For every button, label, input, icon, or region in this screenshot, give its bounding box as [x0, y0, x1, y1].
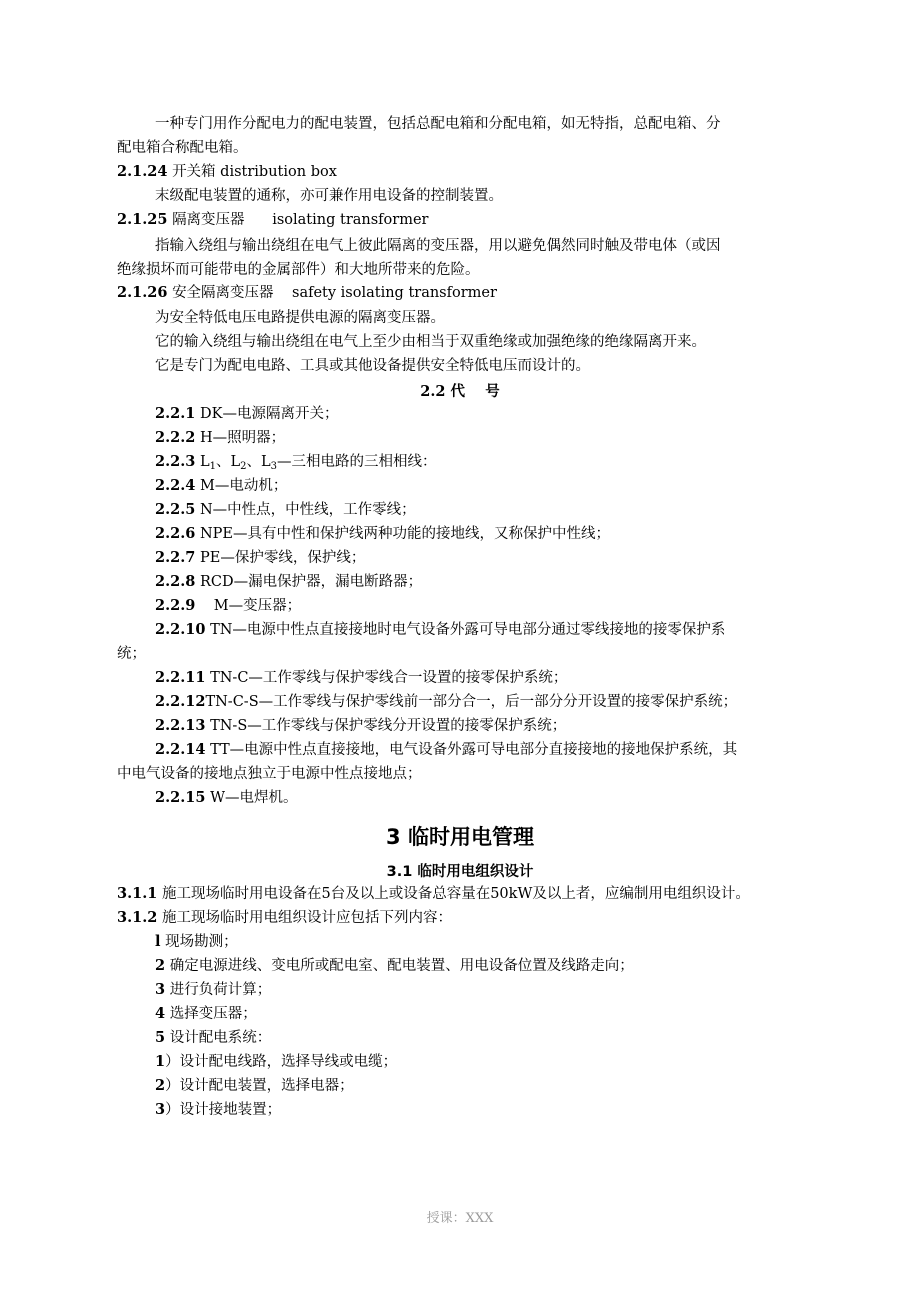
code-2-2-10: 2.2.10 TN—电源中性点直接接地时电气设备外露可导电部分通过零线接地的接零保护系 — [155, 621, 726, 638]
chapter-3-title: 3 临时用电管理 — [386, 825, 534, 849]
list-item: 4 选择变压器； — [155, 1005, 257, 1022]
code-2-2-8: 2.2.8 RCD—漏电保护器，漏电断路器； — [155, 573, 423, 590]
section-2-1-26-heading — [117, 283, 497, 303]
list-item: 3）设计接地装置； — [155, 1101, 282, 1118]
code-2-2-12: 2.2.12TN-C-S—工作零线与保护零线前一部分合一，后一部分分开设置的接零保护系统； — [155, 693, 738, 710]
code-2-2-6: 2.2.6 NPE—具有中性和保护线两种功能的接地线，又称保护中性线； — [155, 525, 611, 542]
section-3-1-title: 3.1 临时用电组织设计 — [386, 864, 534, 880]
section-2-1-26-line2: 它的输入绕组与输出绕组在电气上至少由相当于双重绝缘或加强绝缘的绝缘隔离开来。 — [155, 334, 706, 350]
code-2-2-1: 2.2.1 DK—电源隔离开关； — [155, 405, 339, 422]
para-2-1-23-line2: 配电箱合称配电箱。 — [117, 140, 248, 156]
list-item: 2 确定电源进线、变电所或配电室、配电装置、用电设备位置及线路走向； — [155, 957, 634, 974]
section-number: 2.1.25 — [117, 211, 168, 228]
para-2-1-23-line1: 一种专门用作分配电力的配电装置，包括总配电箱和分配电箱，如无特指，总配电箱、分 — [155, 116, 721, 132]
section-title: 安全隔离变压器 safety isolating transformer — [172, 285, 497, 301]
code-2-2-2: 2.2.2 H—照明器； — [155, 429, 286, 446]
code-2-2-13: 2.2.13 TN-S—工作零线与保护零线分开设置的接零保护系统； — [155, 717, 567, 734]
section-number: 2.1.26 — [117, 284, 168, 301]
code-2-2-10-cont: 统； — [117, 646, 146, 662]
code-2-2-15: 2.2.15 W—电焊机。 — [155, 789, 298, 806]
list-item: 2）设计配电装置，选择电器； — [155, 1077, 354, 1094]
list-item: 1）设计配电线路，选择导线或电缆； — [155, 1053, 398, 1070]
section-2-1-24-heading — [117, 162, 337, 182]
clause-3-1-2: 3.1.2 施工现场临时用电组织设计应包括下列内容： — [117, 909, 452, 926]
section-2-1-25-heading — [117, 210, 428, 230]
code-2-2-3: 2.2.3 $L_1$、$L_2$、$L_3—$三相电路的三相相线： — [155, 453, 437, 472]
section-title: 开关箱 distribution box — [172, 164, 337, 180]
section-title: 隔离变压器 isolating transformer — [172, 212, 429, 228]
clause-3-1-1: 3.1.1 施工现场临时用电设备在5台及以上或设备总容量在50kW及以上者，应编制用电组织设计。 — [117, 885, 750, 902]
code-2-2-14-cont: 中电气设备的接地点独立于电源中性点接地点； — [117, 766, 422, 782]
section-2-1-25-line2: 绝缘损坏而可能带电的金属部件）和大地所带来的危险。 — [117, 262, 480, 278]
code-2-2-9: 2.2.9 M—变压器； — [155, 597, 302, 614]
section-2-1-24-text: 末级配电装置的通称，亦可兼作用电设备的控制装置。 — [155, 188, 503, 204]
section-2-1-26-line1: 为安全特低电压电路提供电源的隔离变压器。 — [155, 310, 445, 326]
list-item: 3 进行负荷计算； — [155, 981, 272, 998]
code-2-2-7: 2.2.7 PE—保护零线，保护线； — [155, 549, 366, 566]
code-2-2-4: 2.2.4 M—电动机； — [155, 477, 288, 494]
page-footer: 授课：XXX — [426, 1211, 494, 1226]
section-2-1-25-line1: 指输入绕组与输出绕组在电气上彼此隔离的变压器，用以避免偶然同时触及带电体（或因 — [155, 238, 721, 254]
code-2-2-14: 2.2.14 TT—电源中性点直接接地，电气设备外露可导电部分直接接地的接地保护系统，其 — [155, 741, 738, 758]
list-item: l 现场勘测； — [155, 933, 238, 950]
section-2-1-26-line3: 它是专门为配电电路、工具或其他设备提供安全特低电压而设计的。 — [155, 358, 590, 374]
code-2-2-5: 2.2.5 N—中性点，中性线，工作零线； — [155, 501, 416, 518]
section-number: 2.1.24 — [117, 163, 168, 180]
list-item: 5 设计配电系统： — [155, 1029, 272, 1046]
section-2-2-title: 2.2 代 号 — [420, 383, 500, 400]
code-2-2-11: 2.2.11 TN-C—工作零线与保护零线合一设置的接零保护系统； — [155, 669, 568, 686]
